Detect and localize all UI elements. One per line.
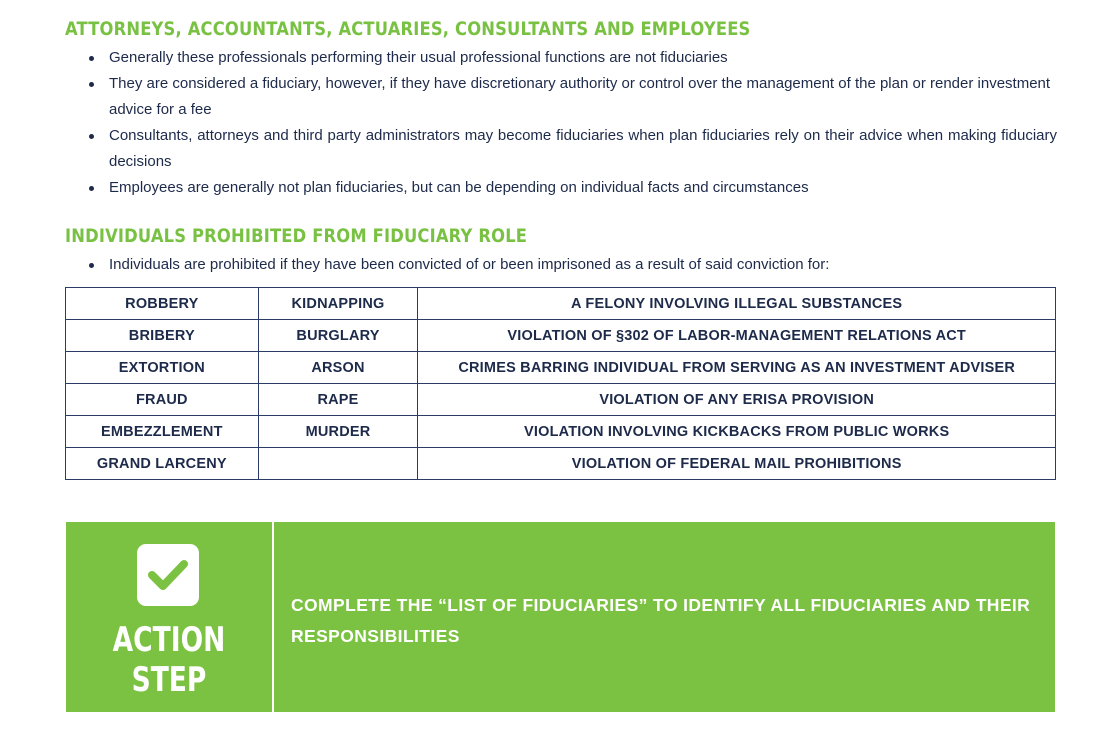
- table-cell: VIOLATION INVOLVING KICKBACKS FROM PUBLIC WORKS: [418, 416, 1056, 448]
- table-row: [66, 320, 1056, 352]
- list-item: Individuals are prohibited if they have been convicted of or been imprisoned as a result of said conviction for:: [87, 252, 1057, 278]
- action-step-title: [66, 620, 272, 700]
- section-heading-professionals: ATTORNEYS, ACCOUNTANTS, ACTUARIES, CONSULTANTS AND EMPLOYEES: [65, 18, 751, 40]
- action-title-line: STEP: [131, 660, 207, 700]
- table-cell: BURGLARY: [258, 320, 418, 352]
- list-item: Employees are generally not plan fiduciaries, but can be depending on individual facts and circumstances: [87, 175, 1057, 201]
- table-row: [66, 416, 1056, 448]
- action-step-panel: [66, 522, 1055, 712]
- table-cell: BRIBERY: [66, 320, 259, 352]
- action-title-line: ACTION: [112, 620, 226, 660]
- table-cell: MURDER: [258, 416, 418, 448]
- list-item: Generally these professionals performing their usual professional functions are not fiduciaries: [87, 45, 1057, 71]
- table-cell: GRAND LARCENY: [66, 448, 259, 480]
- table-row: [66, 288, 1056, 320]
- table-row: [66, 352, 1056, 384]
- table-row: [66, 384, 1056, 416]
- list-item: Consultants, attorneys and third party administrators may become fiduciaries when plan fiduciaries rely on their advice when making fiduciary decisions: [87, 123, 1057, 175]
- action-divider: [272, 522, 274, 712]
- table-cell: RAPE: [258, 384, 418, 416]
- table-cell: VIOLATION OF FEDERAL MAIL PROHIBITIONS: [418, 448, 1056, 480]
- table-cell: VIOLATION OF §302 OF LABOR-MANAGEMENT RELATIONS ACT: [418, 320, 1056, 352]
- section-heading-prohibited: INDIVIDUALS PROHIBITED FROM FIDUCIARY ROLE: [65, 225, 528, 247]
- action-step-text: COMPLETE THE “LIST OF FIDUCIARIES” TO IDENTIFY ALL FIDUCIARIES AND THEIR RESPONSIBILITIES: [291, 595, 1031, 646]
- table-cell: ARSON: [258, 352, 418, 384]
- table-cell: VIOLATION OF ANY ERISA PROVISION: [418, 384, 1056, 416]
- table-cell: FRAUD: [66, 384, 259, 416]
- table-cell: EMBEZZLEMENT: [66, 416, 259, 448]
- table-cell: KIDNAPPING: [258, 288, 418, 320]
- table-cell: CRIMES BARRING INDIVIDUAL FROM SERVING AS AN INVESTMENT ADVISER: [418, 352, 1056, 384]
- prohibited-crimes-table: [65, 287, 1056, 480]
- prohibited-bullet-list: [87, 252, 1057, 278]
- checkmark-icon: [137, 544, 199, 606]
- table-cell: A FELONY INVOLVING ILLEGAL SUBSTANCES: [418, 288, 1056, 320]
- table-cell: [258, 448, 418, 480]
- table-cell: EXTORTION: [66, 352, 259, 384]
- table-cell: ROBBERY: [66, 288, 259, 320]
- table-row: [66, 448, 1056, 480]
- list-item: They are considered a fiduciary, however, if they have discretionary authority or control over the management of the plan or render investment advice for a fee: [87, 71, 1057, 123]
- professionals-bullet-list: [87, 45, 1057, 201]
